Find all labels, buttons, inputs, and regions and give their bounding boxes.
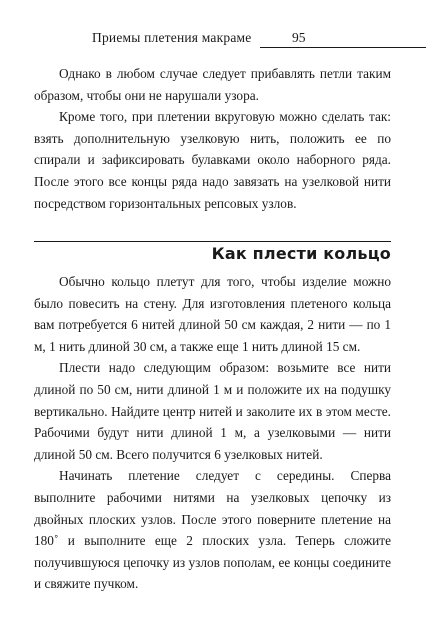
section-rule bbox=[34, 241, 391, 242]
paragraph: Кроме того, при плетении вкруговую можно сделать так: взять дополнительную узелковую нить, положить ее по спирали и зафиксировать булавками около наборного ряда. После этого все концы ряда надо завязать на узелковой нити посредством горизонтальных репсовых узлов. bbox=[34, 109, 391, 211]
section-heading: Как плести кольцо bbox=[211, 244, 391, 263]
header-rule bbox=[260, 47, 426, 48]
paragraph: Плести надо следующим образом: возьмите все нити длиной по 50 см, нити длиной 1 м и положите их на подушку вертикально. Найдите центр нитей и заколите их в этом месте. Рабочими будут нити длиной 1 м, а узелковыми — нити длиной 50 см. Всего получится 6 узелковых нитей. bbox=[34, 360, 391, 462]
paragraph: Обычно кольцо плетут для того, чтобы изделие можно было повесить на стену. Для изготовления плетеного кольца вам потребуется 6 нитей длиной 50 см каждая, 2 нити — по 1 м, 1 нить длиной 30 см, а также еще 1 нить длиной 15 см. bbox=[34, 274, 391, 354]
top-text-block bbox=[34, 63, 391, 214]
paragraph: Начинать плетение следует с середины. Сперва выполните рабочими нитями на узелковых цепочку из двойных плоских узлов. После этого поверните плетение на 180˚ и выполните еще 2 плоских узла. Теперь сложите получившуюся цепочку из узлов пополам, ее концы соедините и свяжите пучком. bbox=[34, 468, 391, 592]
running-head: Приемы плетения макраме bbox=[92, 30, 252, 45]
page-number: 95 bbox=[292, 30, 306, 45]
section-text-block bbox=[34, 271, 391, 595]
paragraph: Однако в любом случае следует прибавлять петли таким образом, чтобы они не нарушали узора. bbox=[34, 66, 391, 103]
